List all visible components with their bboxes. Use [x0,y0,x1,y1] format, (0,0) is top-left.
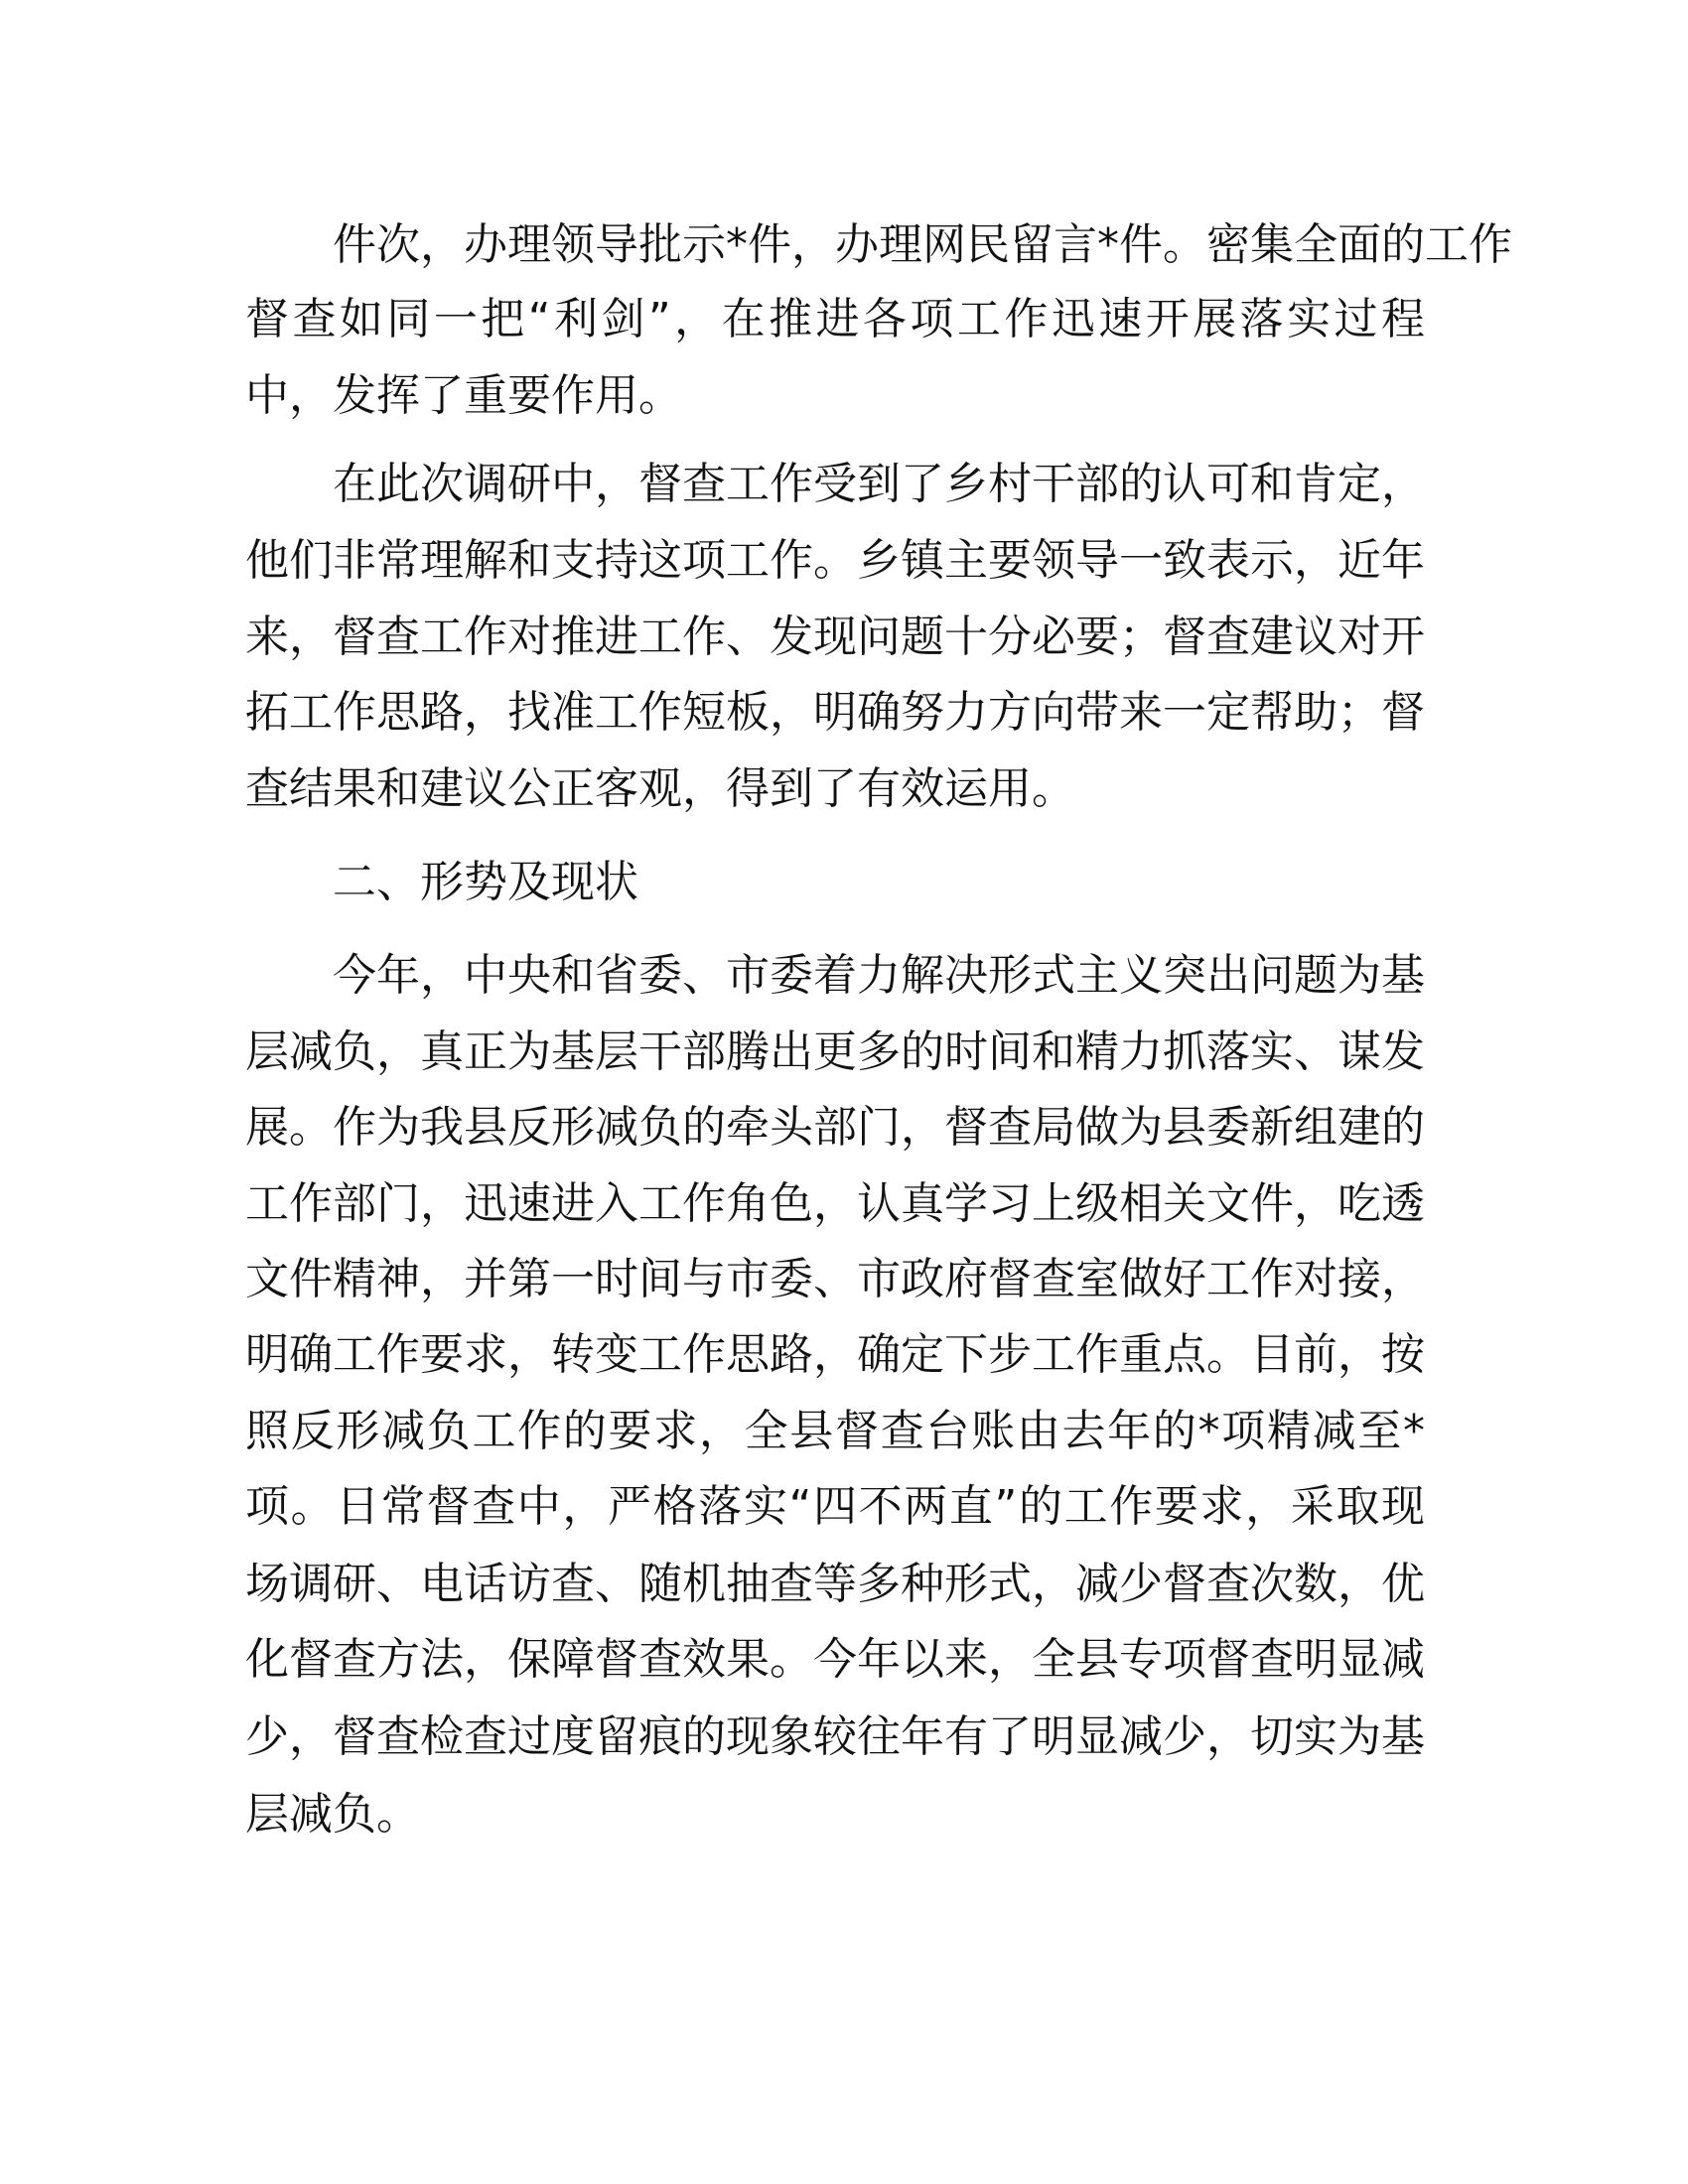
paragraph-line: 层减负，真正为基层干部腾出更多的时间和精力抓落实、谋发 [245,1026,1425,1077]
paragraph-line: 项。日常督查中，严格落实“四不两直”的工作要求，采取现 [245,1481,1425,1532]
heading-text: 二、形势及现状 [333,857,638,907]
paragraph-line: 展。作为我县反形减负的牵头部门，督查局做为县委新组建的 [245,1102,1425,1153]
paragraph-line: 化督查方法，保障督查效果。今年以来，全县专项督查明显减 [245,1634,1425,1685]
paragraph-line: 层减负。 [245,1789,420,1840]
paragraph-line: 拓工作思路，找准工作短板，明确努力方向带来一定帮助；督 [245,687,1425,738]
paragraph-line: 工作部门，迅速进入工作角色，认真学习上级相关文件，吃透 [245,1178,1425,1229]
paragraph-line: 明确工作要求，转变工作思路，确定下步工作重点。目前，按 [245,1329,1425,1380]
paragraph-line: 来，督查工作对推进工作、发现问题十分必要；督查建议对开 [245,612,1425,662]
paragraph-line: 今年，中央和省委、市委着力解决形式主义突出问题为基 [333,950,1425,1001]
paragraph-line: 查结果和建议公正客观，得到了有效运用。 [245,763,1075,814]
paragraph-line: 少，督查检查过度留痕的现象较往年有了明显减少，切实为基 [245,1711,1425,1762]
paragraph-line: 督查如同一把“利剑”，在推进各项工作迅速开展落实过程 [245,294,1425,344]
paragraph-line: 在此次调研中，督查工作受到了乡村干部的认可和肯定， [333,459,1425,509]
paragraph-line: 他们非常理解和支持这项工作。乡镇主要领导一致表示，近年 [245,535,1425,586]
paragraph-line: 场调研、电话访查、随机抽查等多种形式，减少督查次数，优 [245,1559,1425,1609]
paragraph-line: 照反形减负工作的要求，全县督查台账由去年的*项精减至* [245,1406,1425,1456]
paragraph-line: 件次，办理领导批示*件，办理网民留言*件。密集全面的工作 [333,219,1512,270]
paragraph-line: 中，发挥了重要作用。 [245,370,682,421]
paragraph-line: 文件精神，并第一时间与市委、市政府督查室做好工作对接， [245,1254,1425,1304]
